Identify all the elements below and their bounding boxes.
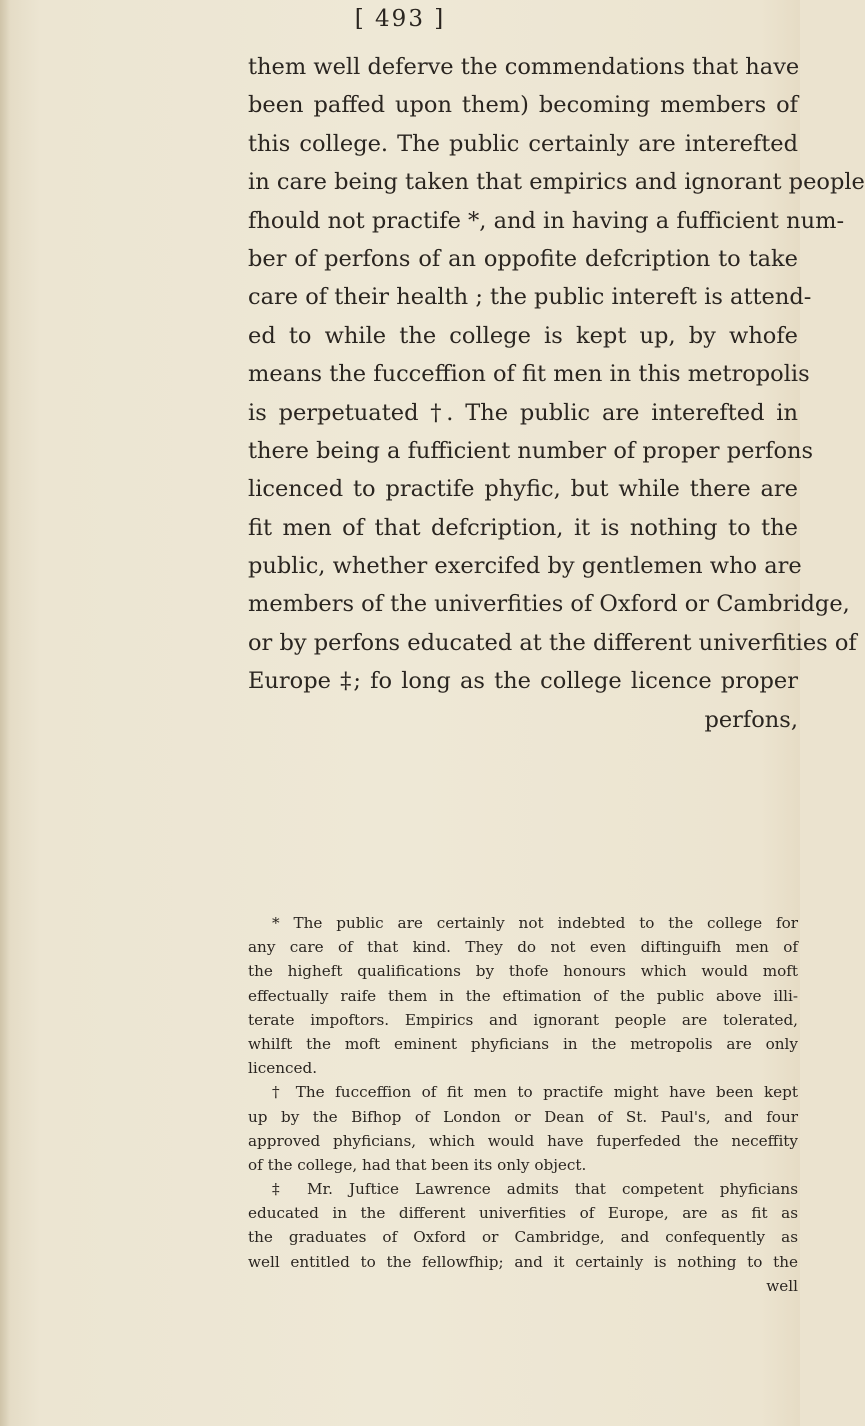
main-text-line: there being a fufficient number of proper perfons [248, 437, 814, 464]
main-text-line: them well deferve the commendations that have [248, 54, 800, 80]
binding-edge [0, 0, 10, 1426]
main-text-line: this college. The public certainly are interefted [248, 130, 798, 157]
main-text-line: or by perfons educated at the different univerfities of [248, 629, 857, 656]
main-text-line: Europe ‡; fo long as the college licence proper [248, 668, 798, 695]
main-text-line: members of the univerfities of Oxford or Cambridge, [248, 591, 850, 618]
footnote-line: educated in the different univerfities of Europe, are as fit as [248, 1204, 798, 1223]
page-number: [ 493 ] [354, 6, 446, 32]
main-text-line: is perpetuated †. The public are interefted in [248, 399, 798, 426]
footnote-3 [248, 1177, 798, 1298]
main-text-line: licenced to practife phyfic, but while there are [248, 476, 798, 503]
footnote-line: up by the Bifhop of London or Dean of St. Paul's, and four [248, 1107, 798, 1126]
main-text-line: ed to while the college is kept up, by whofe [248, 322, 798, 349]
footnote-line: approved phyficians, which would have fuperfeded the neceffity [248, 1131, 798, 1150]
footnote-line: † The fucceffion of fit men to practife might have been kept [272, 1083, 798, 1102]
catchword: perfons, [704, 706, 798, 733]
main-text-line: care of their health ; the public intereft is attend- [248, 284, 812, 311]
footnote-line: of the college, had that been its only object. [248, 1155, 587, 1174]
main-text-line: means the fucceffion of fit men in this metropolis [248, 361, 810, 388]
footnote-line: any care of that kind. They do not even diftinguifh men of [248, 938, 798, 957]
main-text-line: fit men of that defcription, it is nothing to the [248, 514, 798, 541]
footnote-line: ‡ Mr. Juftice Lawrence admits that competent phyficians [272, 1180, 798, 1199]
main-text-line: fhould not practife *, and in having a fufficient num- [248, 207, 845, 234]
footnote-1 [248, 911, 798, 1080]
footnote-2 [248, 1080, 798, 1177]
main-text [248, 48, 865, 739]
footnote-line: the graduates of Oxford or Cambridge, and confequently as [248, 1228, 798, 1247]
footnote-line: well entitled to the fellowfhip; and it certainly is nothing to the [248, 1252, 798, 1271]
footnote-line: effectually raife them in the eftimation of the public above illi- [248, 986, 798, 1005]
footnote-catchword: well [766, 1276, 798, 1295]
main-text-line: public, whether exercifed by gentlemen who are [248, 553, 802, 580]
footnote-line: terate impoftors. Empirics and ignorant people are tolerated, [248, 1010, 798, 1029]
footnote-line: whilft the moft eminent phyficians in the metropolis are only [248, 1034, 798, 1053]
footnote-line: licenced. [248, 1059, 318, 1078]
main-text-line: in care being taken that empirics and ignorant people [248, 169, 865, 196]
footnotes [248, 911, 798, 1298]
main-text-line: been paffed upon them) becoming members of [248, 92, 798, 119]
main-text-line: ber of perfons of an oppofite defcription to take [248, 245, 798, 272]
footnote-line: the higheft qualifications by thofe honours which would moft [248, 962, 798, 981]
footnote-line: * The public are certainly not indebted to the college for [272, 914, 798, 932]
